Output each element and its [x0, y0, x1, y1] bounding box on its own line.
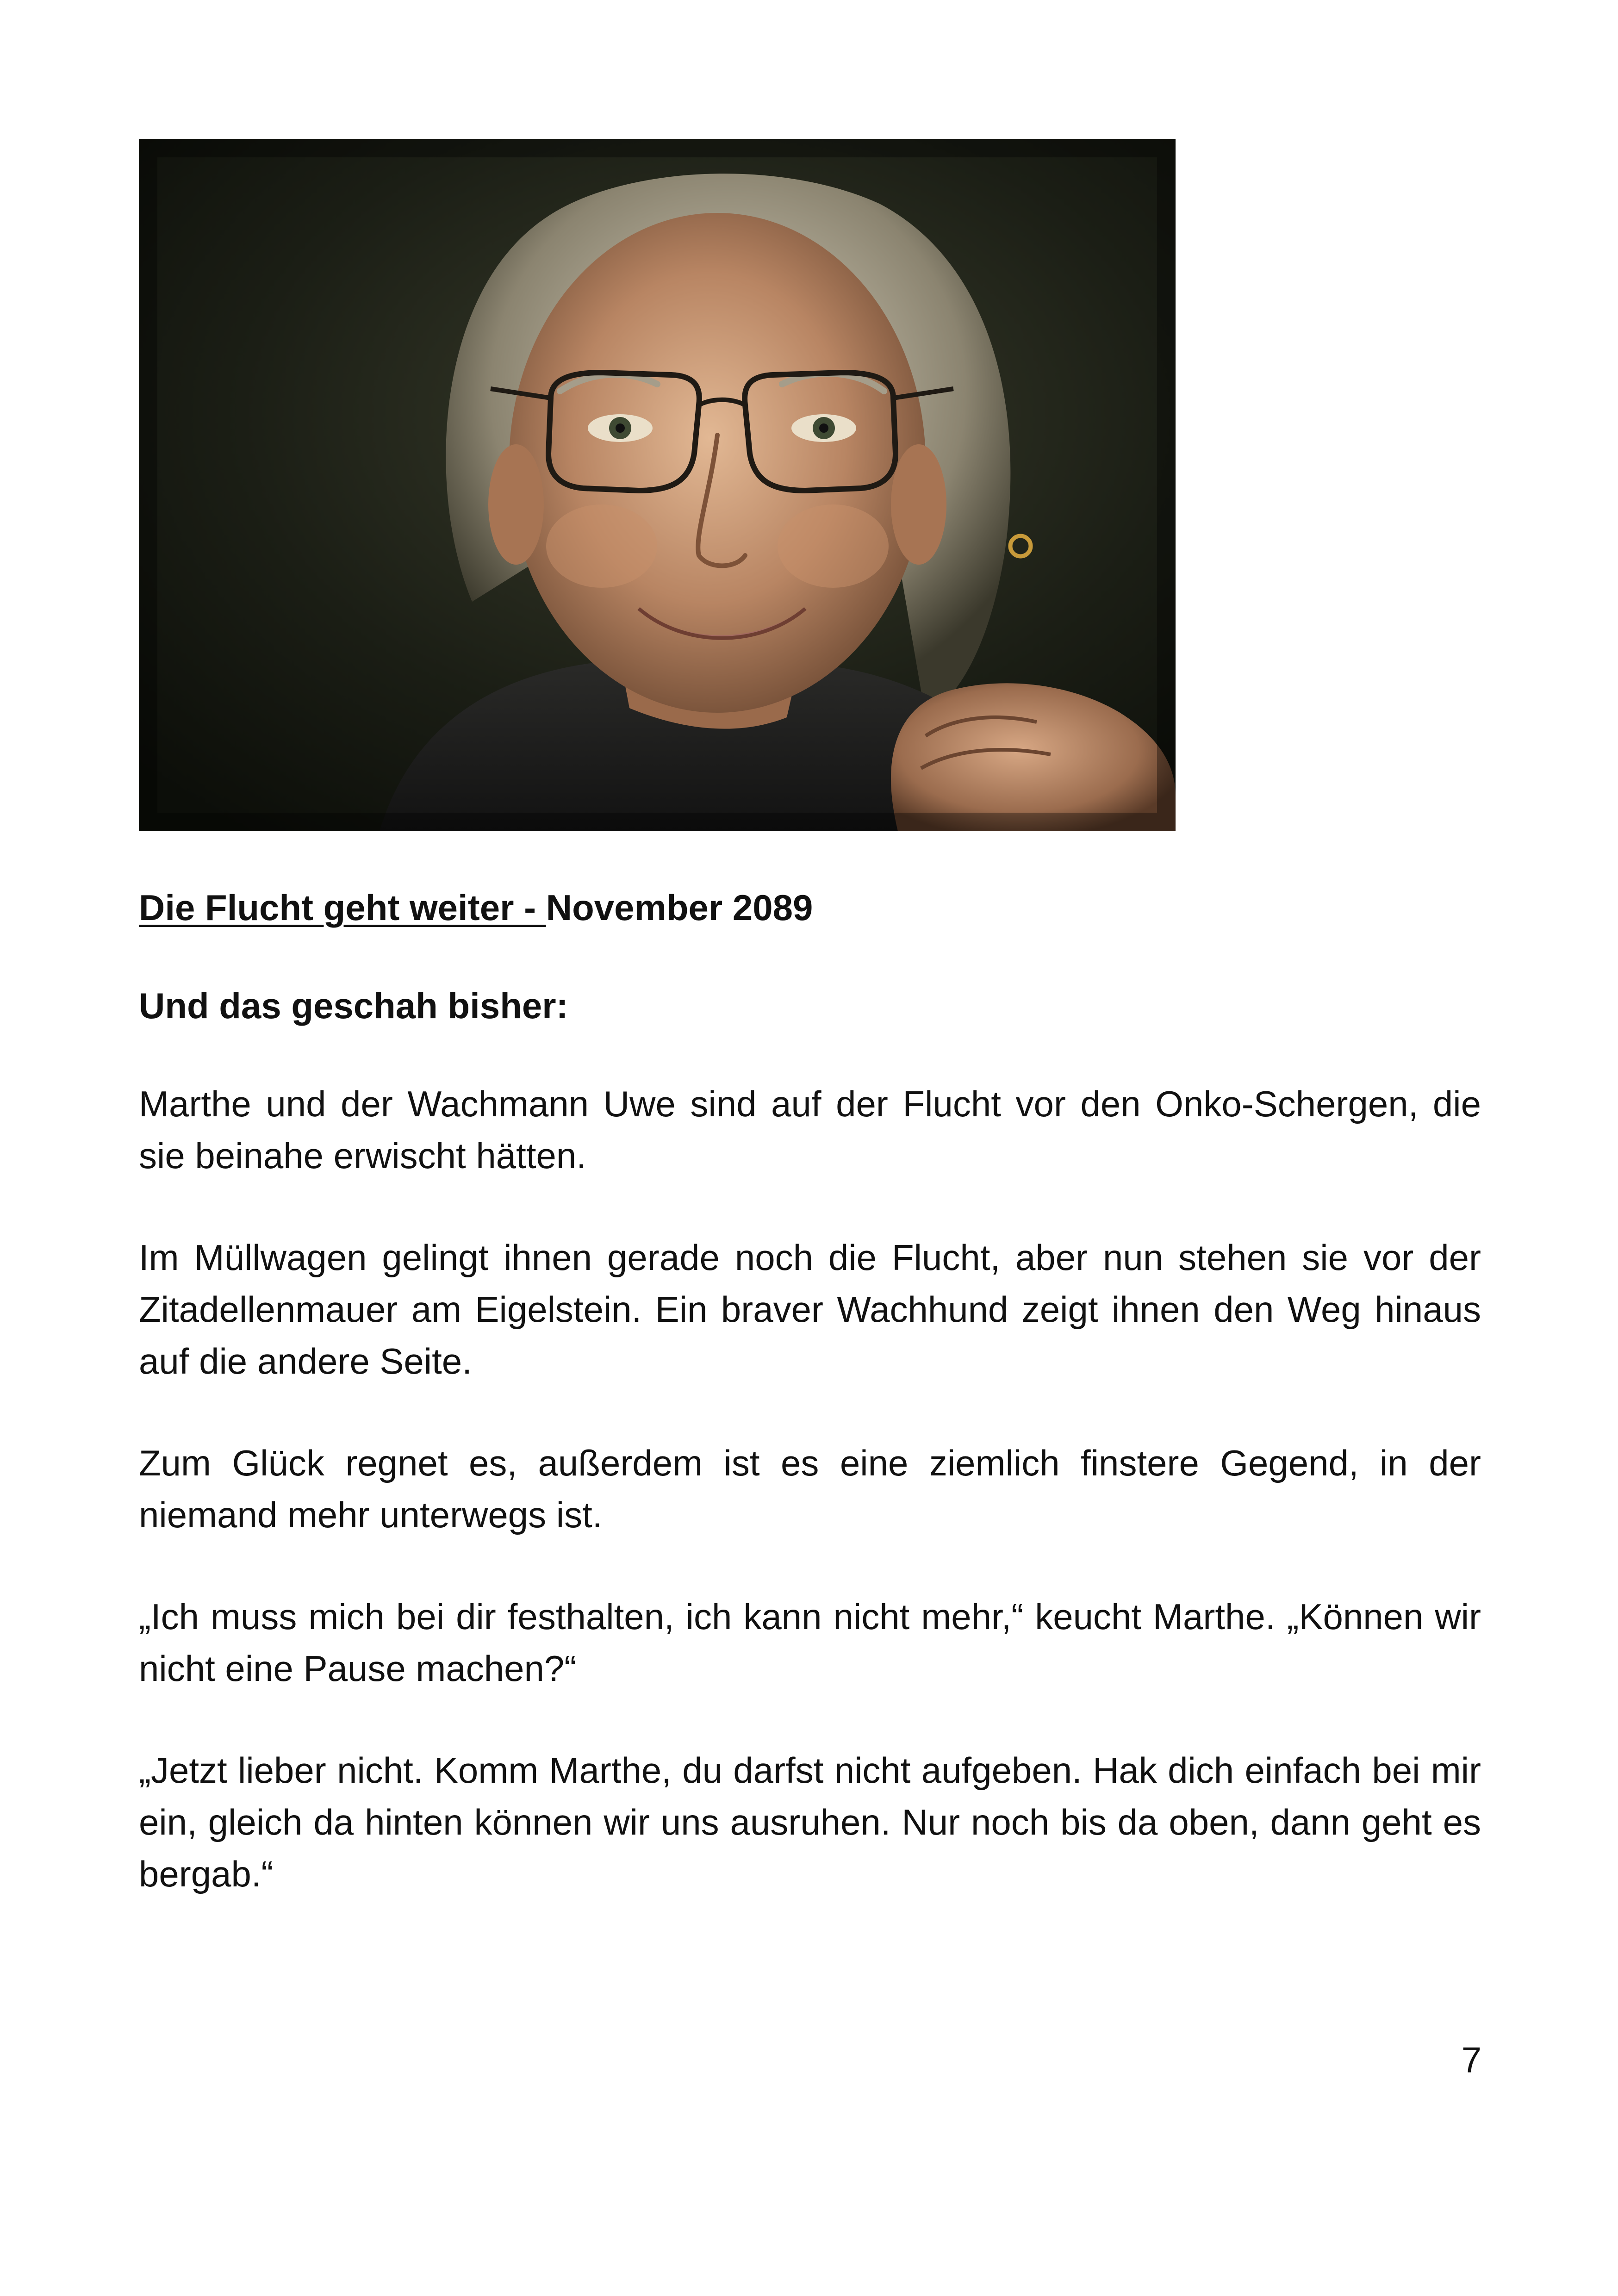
paragraph: „Ich muss mich bei dir festhalten, ich kann nicht mehr,“ keucht Marthe. „Können wir nicht eine Pause machen?“ — [139, 1596, 1481, 1689]
portrait-photo — [139, 139, 1176, 831]
paragraph: Marthe und der Wachmann Uwe sind auf der Flucht vor den Onko-Schergen, die sie beinahe erwischt hätten. — [139, 1083, 1481, 1176]
paragraph: „Jetzt lieber nicht. Komm Marthe, du darfst nicht aufgeben. Hak dich einfach bei mir ein, gleich da hinten können wir uns ausruhen. Nur noch bis da oben, dann geht es bergab.“ — [139, 1750, 1481, 1894]
chapter-title — [139, 882, 1481, 933]
chapter-title-underlined: Die Flucht geht weiter - — [139, 887, 546, 928]
paragraph: Im Müllwagen gelingt ihnen gerade noch die Flucht, aber nun stehen sie vor der Zitadellenmauer am Eigelstein. Ein braver Wachhund zeigt ihnen den Weg hinaus auf die andere Seite. — [139, 1237, 1481, 1381]
chapter-title-date: November 2089 — [546, 887, 813, 928]
paragraph: Zum Glück regnet es, außerdem ist es eine ziemlich finstere Gegend, in der niemand mehr unterwegs ist. — [139, 1443, 1481, 1535]
page-number: 7 — [1461, 2040, 1481, 2080]
portrait-elderly-woman-icon — [139, 139, 1176, 831]
recap-heading: Und das geschah bisher: — [139, 985, 568, 1026]
document-body — [139, 882, 1481, 1950]
